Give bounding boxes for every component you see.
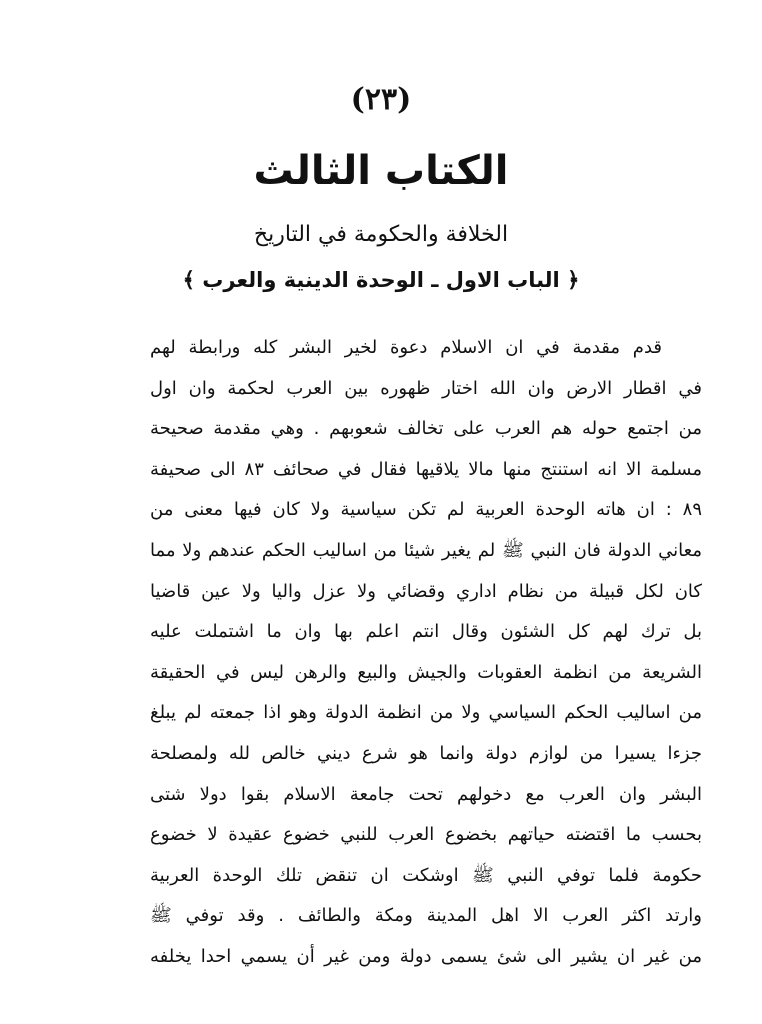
text-line: من اجتمع حوله هم العرب على تخالف شعوبهم . وهي مقدمة صحيحة bbox=[150, 418, 702, 440]
text-line: من غير ان يشير الى شئ يسمى دولة ومن غير أن يسمي احدا يخلفه bbox=[150, 945, 702, 967]
section-subtitle: الخلافة والحكومة في التاريخ bbox=[253, 222, 509, 247]
text-line: البشر وان العرب مع دخولهم تحت جامعة الاسلام بقوا دولا شتى bbox=[150, 783, 702, 805]
text-line: بحسب ما اقتضته حياتهم بخضوع العرب للنبي خضوع عقيدة لا خضوع bbox=[150, 824, 702, 846]
text-line: مسلمة الا انه استنتج منها مالا يلاقيها فقال في صحائف ٨٣ الى صحيفة bbox=[150, 458, 702, 480]
book-title: الكتاب الثالث bbox=[253, 148, 509, 194]
page-number: (٢٣) bbox=[350, 82, 412, 117]
text-line: معاني الدولة فان النبي ﷺ لم يغير شيئا من اساليب الحكم عندهم ولا مما bbox=[150, 539, 702, 561]
text-line: من اساليب الحكم السياسي ولا من انظمة الدولة وهو اذا جمعته لم يبلغ bbox=[150, 702, 702, 724]
text-line: في اقطار الارض وان الله اختار ظهوره بين العرب لحكمة وان اول bbox=[150, 377, 702, 399]
body-text bbox=[150, 328, 702, 978]
text-line: ٨٩ : ان هاته الوحدة العربية لم تكن سياسية ولا كان فيها معنى من bbox=[150, 499, 702, 521]
chapter-heading: ﴿ الباب الاول ـ الوحدة الدينية والعرب ﴾ bbox=[182, 268, 580, 292]
text-line: جزءا يسيرا من لوازم دولة وانما هو شرع ديني خالص لله ولمصلحة bbox=[150, 742, 702, 764]
text-line: حكومة فلما توفي النبي ﷺ اوشكت ان تنقض تلك الوحدة العربية bbox=[150, 864, 702, 886]
text-line: وارتد اكثر العرب الا اهل المدينة ومكة والطائف . وقد توفي ﷺ bbox=[150, 905, 702, 927]
text-line: كان لكل قبيلة من نظام اداري وقضائي ولا عزل واليا ولا عين قاضيا bbox=[150, 580, 702, 602]
text-line: الشريعة من انظمة العقوبات والجيش والبيع والرهن ليس في الحقيقة bbox=[150, 661, 702, 683]
text-line: قدم مقدمة في ان الاسلام دعوة لخير البشر كله ورابطة لهم bbox=[150, 337, 662, 358]
text-line: بل ترك لهم كل الشئون وقال انتم اعلم بها وان ما اشتملت عليه bbox=[150, 621, 702, 643]
